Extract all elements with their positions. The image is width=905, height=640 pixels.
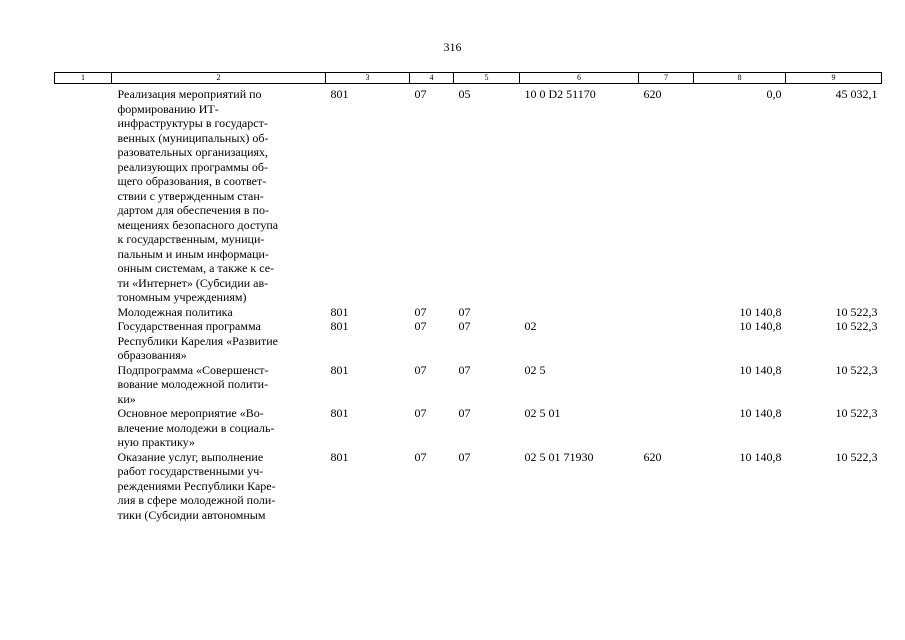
cell-description: Оказание услуг, выполнение работ государственными уч- реждениями Республики Каре- лия в сфере молодежной поли- тики (Субсидии автономным	[117, 449, 276, 522]
cell-description: Основное мероприятие «Во- влечение молодежи в социаль- ную практику»	[117, 406, 275, 449]
cell-section: 07	[414, 304, 427, 319]
cell-amount-2: 10 522,3	[835, 406, 878, 420]
cell-expense-type	[639, 363, 694, 407]
cell-amount-2: 10 522,3	[835, 319, 878, 333]
cell-subsection: 07	[458, 362, 471, 377]
header-row	[55, 73, 882, 84]
cell-description: Подпрограмма «Совершенст- вование молодежной полити- ки»	[117, 362, 269, 406]
cell-description: Реализация мероприятий по формированию ИТ- инфраструктуры в государст- венных (муниципальных) об- разовательных организациях, реализующих программы об- щего образования, в соответ- ствии с утвержденным стан- дартом для обеспечения в по- мещениях безопасного доступа к государственным, муници- пальным и иным информаци- онным системам, а также к се- ти «Интернет» (Субсидии ав- тономным учреждениям)	[117, 87, 279, 304]
cell-description: Молодежная политика	[117, 304, 233, 319]
cell-description: Государственная программа Республики Карелия «Развитие образования»	[117, 319, 278, 362]
header-col-3: 3	[326, 73, 410, 84]
cell-amount-1: 10 140,8	[739, 406, 782, 420]
budget-table	[54, 72, 882, 522]
table-row	[55, 84, 882, 305]
cell-amount-2: 10 522,3	[835, 449, 878, 464]
cell-ministry: 801	[330, 406, 349, 420]
cell-col-1	[55, 319, 112, 363]
cell-target-article: 02 5 01 71930	[524, 449, 594, 464]
cell-ministry: 801	[330, 87, 349, 101]
cell-expense-type	[639, 305, 694, 320]
cell-subsection: 07	[458, 406, 471, 420]
table-body	[55, 84, 882, 523]
table-row	[55, 305, 882, 320]
table-header	[55, 73, 882, 84]
header-col-1: 1	[55, 73, 112, 84]
cell-ministry: 801	[330, 319, 349, 333]
table-row	[55, 406, 882, 450]
cell-ministry: 801	[330, 449, 349, 464]
cell-ministry: 801	[330, 304, 349, 319]
cell-subsection: 07	[458, 304, 471, 319]
cell-expense-type: 620	[643, 449, 662, 464]
table-row	[55, 319, 882, 363]
cell-ministry: 801	[330, 362, 349, 377]
cell-col-1	[55, 406, 112, 450]
cell-section: 07	[414, 319, 427, 333]
cell-target-article: 02 5	[524, 362, 546, 377]
cell-amount-2: 10 522,3	[835, 304, 878, 319]
cell-target-article: 10 0 D2 51170	[524, 87, 596, 101]
cell-expense-type: 620	[643, 87, 662, 101]
header-col-8: 8	[694, 73, 786, 84]
cell-amount-1: 0,0	[766, 87, 782, 101]
header-col-2: 2	[112, 73, 326, 84]
cell-section: 07	[414, 406, 427, 420]
cell-expense-type	[639, 319, 694, 363]
cell-subsection: 07	[458, 319, 471, 333]
cell-target-article	[520, 305, 639, 320]
page-number: 316	[443, 40, 462, 54]
cell-col-1	[55, 450, 112, 523]
table-row	[55, 450, 882, 523]
cell-col-1	[55, 84, 112, 305]
cell-section: 07	[414, 362, 427, 377]
cell-subsection: 07	[458, 449, 471, 464]
cell-col-1	[55, 363, 112, 407]
header-col-9: 9	[786, 73, 882, 84]
header-col-7: 7	[639, 73, 694, 84]
cell-target-article: 02	[524, 319, 537, 333]
cell-col-1	[55, 305, 112, 320]
header-col-6: 6	[520, 73, 639, 84]
cell-amount-1: 10 140,8	[739, 304, 782, 319]
cell-amount-1: 10 140,8	[739, 449, 782, 464]
cell-amount-1: 10 140,8	[739, 319, 782, 333]
header-col-5: 5	[454, 73, 520, 84]
cell-section: 07	[414, 87, 427, 101]
cell-amount-1: 10 140,8	[739, 362, 782, 377]
cell-expense-type	[639, 406, 694, 450]
table-row	[55, 363, 882, 407]
cell-target-article: 02 5 01	[524, 406, 561, 420]
cell-section: 07	[414, 449, 427, 464]
header-col-4: 4	[410, 73, 454, 84]
cell-amount-2: 45 032,1	[835, 87, 878, 101]
cell-amount-2: 10 522,3	[835, 362, 878, 377]
cell-subsection: 05	[458, 87, 471, 101]
